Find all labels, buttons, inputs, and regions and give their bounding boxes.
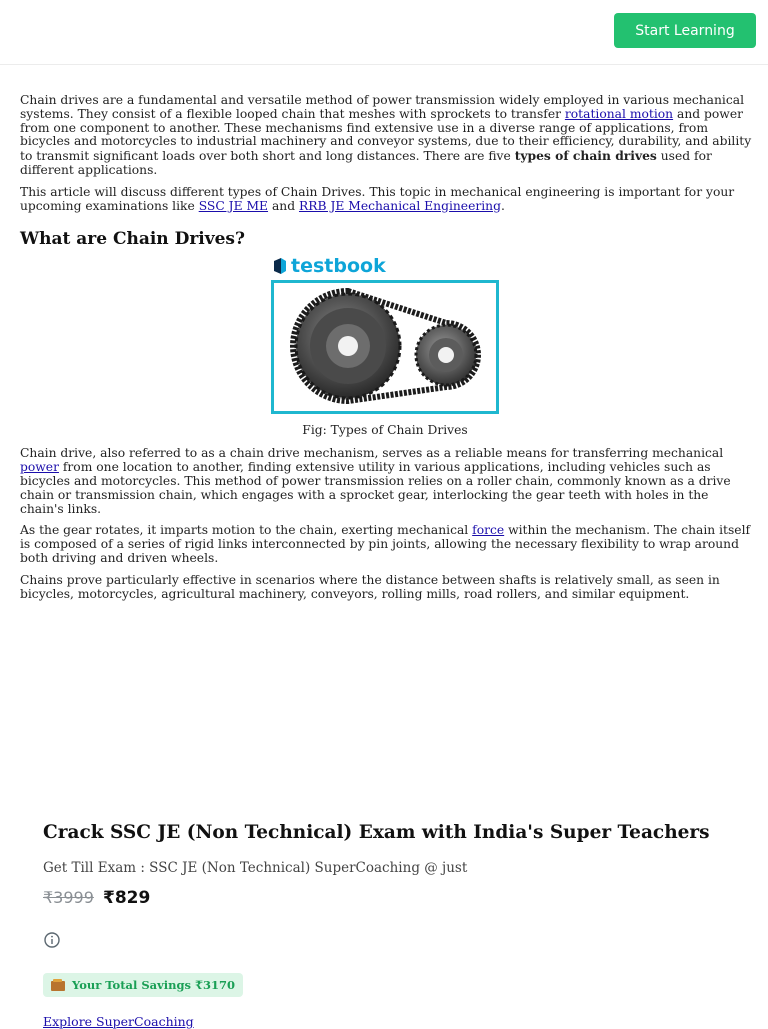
intro-paragraph [20,94,752,178]
explore-supercoaching-link[interactable]: Explore SuperCoaching [43,1014,194,1029]
text: and [268,198,299,213]
text: used for different applications. [20,149,712,177]
rotational-motion-link[interactable]: rotational motion [564,106,674,121]
text: within the mechanism. The chain itself is composed of a series of rigid links interconnected by pin joints, allowing the necessary flexibility to wrap around both driving and driven wheels. [20,523,751,565]
text: . [500,198,505,213]
text: Chain drive, also referred to as a chain drive mechanism, serves as a reliable means for transferring mechanical [20,446,724,461]
chain-drive-image [271,280,499,414]
chain-sprocket-illustration [274,283,496,411]
testbook-logo [272,255,386,277]
start-learning-button[interactable]: Start Learning [614,13,756,48]
chain-drive-paragraph [20,447,752,516]
promo-subtitle: Get Till Exam : SSC JE (Non Technical) SuperCoaching @ just [43,860,468,876]
figure-caption: Fig: Types of Chain Drives [302,423,468,438]
rrb-je-link[interactable]: RRB JE Mechanical Engineering [298,198,501,213]
text: As the gear rotates, it imparts motion to the chain, exerting mechanical [20,523,473,538]
info-icon[interactable] [43,931,61,949]
logo-text: testbook [291,255,386,278]
applications-paragraph: Chains prove particularly effective in scenarios where the distance between shafts is relatively small, as seen in bicycles, motorcycles, agricultural machinery, conveyors, rolling mills, road rollers, and similar equipment. [20,572,720,601]
promo-title: Crack SSC JE (Non Technical) Exam with India's Super Teachers [43,822,710,843]
savings-text: Your Total Savings ₹3170 [72,978,236,992]
gear-paragraph [20,524,752,565]
new-price: ₹829 [103,888,151,908]
ssc-je-me-link[interactable]: SSC JE ME [198,198,269,213]
force-link[interactable]: force [472,523,505,538]
section-heading: What are Chain Drives? [20,229,245,250]
text: and power from one component to another. These mechanisms find extensive use in a diverse range of applications, from bicycles and motorcycles to industrial machinery and conveyor systems, due to their efficiency, durability, and ability to transmit significant loads over both short and long distances. There are five [20,106,752,164]
power-link[interactable]: power [20,460,59,475]
exam-paragraph [20,186,752,214]
chain-drive-figure [20,251,752,447]
text: from one location to another, finding extensive utility in various applications, including vehicles such as bicycles and motorcycles. This method of power transmission relies on a roller chain, commonly known as a drive chain or transmission chain, which engages with a sprocket gear, interlocking the gear teeth with holes in the chain's links. [20,460,731,516]
savings-badge [43,973,243,997]
article-body [20,94,752,609]
old-price: ₹3999 [43,888,94,907]
testbook-logo-icon [272,257,288,275]
supercoaching-promo [43,820,743,1029]
price-row [43,888,743,908]
bold-text: types of chain drives [514,148,657,164]
wallet-icon [51,979,65,991]
text: This article will discuss different types of Chain Drives. This topic in mechanical engineering is important for your upcoming examinations like [20,184,735,213]
top-bar [0,0,768,65]
text: Chain drives are a fundamental and versatile method of power transmission widely employed in various mechanical systems. They consist of a flexible looped chain that meshes with sprockets to transfer [20,93,745,121]
